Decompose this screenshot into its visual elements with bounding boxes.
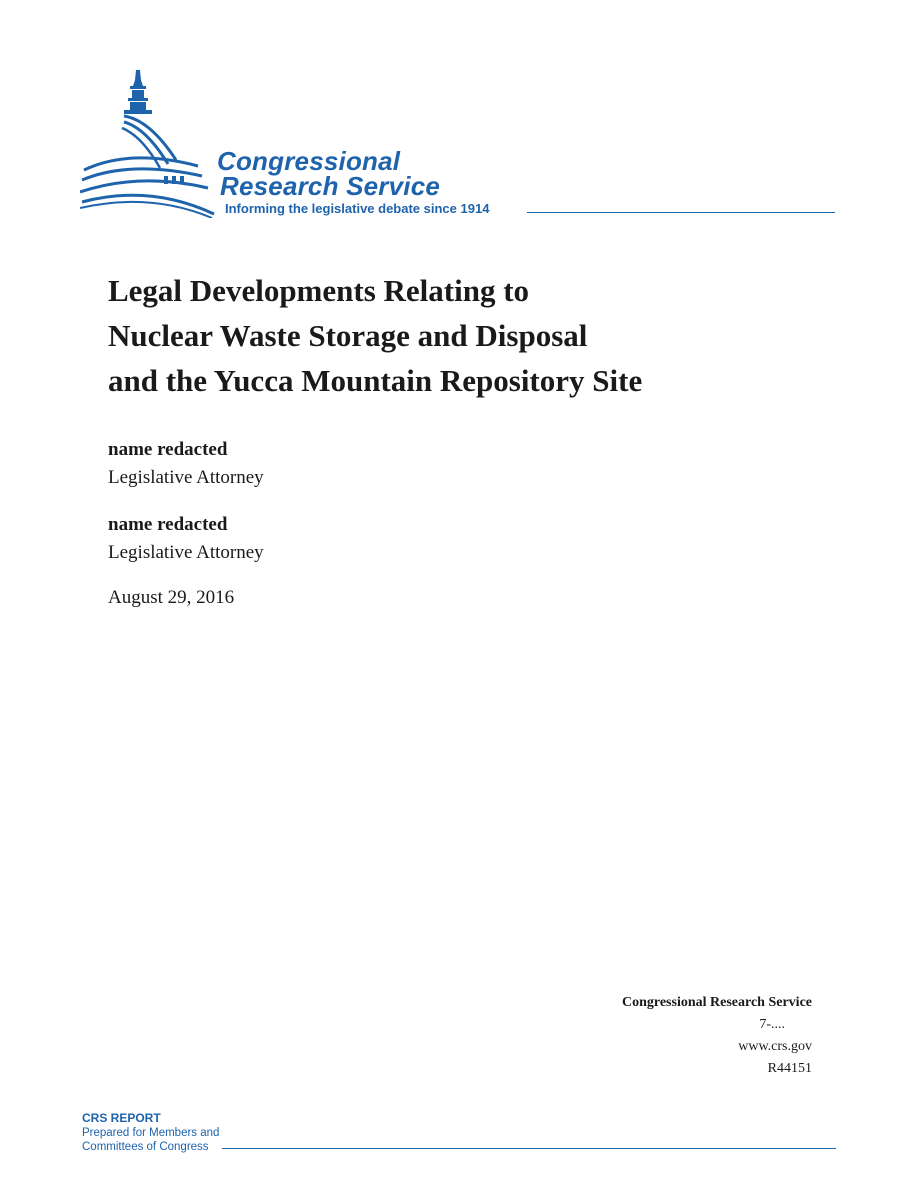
crs-website-link[interactable]: www.crs.gov — [738, 1039, 812, 1054]
author-role: Legislative Attorney — [108, 467, 264, 488]
crs-info-block — [622, 992, 812, 1080]
title-line-2: Nuclear Waste Storage and Disposal — [108, 318, 588, 353]
tagline-rule — [527, 212, 835, 213]
footer-committees: Committees of Congress — [82, 1141, 209, 1153]
title-line-1: Legal Developments Relating to — [108, 273, 530, 308]
author-name: name redacted — [108, 514, 228, 535]
footer-label: CRS REPORT — [82, 1111, 161, 1125]
author-block — [108, 436, 264, 492]
report-id: R44151 — [767, 1061, 812, 1076]
report-title — [108, 268, 808, 403]
crs-org-name: Congressional Research Service — [621, 995, 812, 1010]
author-name: name redacted — [108, 439, 228, 460]
title-line-3: and the Yucca Mountain Repository Site — [108, 363, 643, 398]
author-block — [108, 511, 264, 567]
logo-tagline: Informing the legislative debate since 1914 — [225, 201, 490, 216]
logo-line-research-service: Research Service — [220, 171, 441, 201]
footer-crs-report — [82, 1111, 219, 1154]
footer-prepared-for: Prepared for Members and — [82, 1127, 220, 1139]
author-role: Legislative Attorney — [108, 542, 264, 563]
report-date: August 29, 2016 — [108, 587, 235, 608]
crs-phone-number: 7-.... — [759, 1017, 785, 1032]
capitol-dome-icon — [80, 68, 220, 218]
footer-rule — [222, 1148, 836, 1149]
logo-line-congressional: Congressional — [217, 146, 401, 176]
crs-logo — [80, 68, 840, 218]
